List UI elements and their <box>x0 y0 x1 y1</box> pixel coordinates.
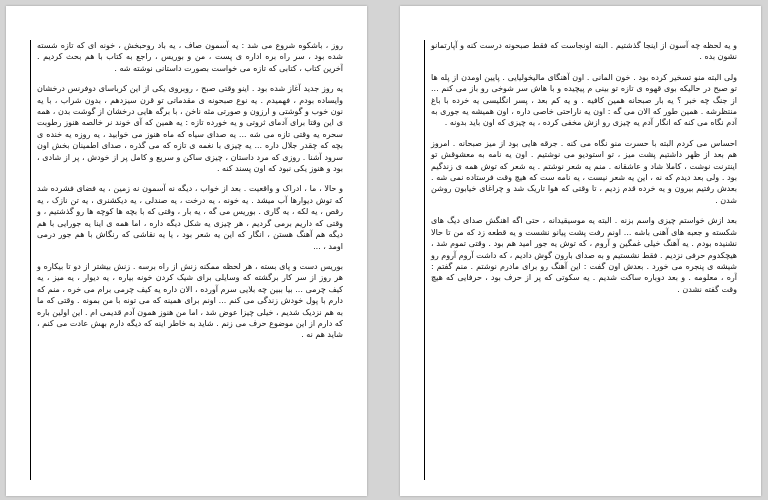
page-content <box>30 40 343 480</box>
paragraph: و یه لحظه چه آسون از اینجا گذشتیم . البته اونجاست که فقط صبحونه درست کنه و آپارتمانو نشون بده . <box>431 41 737 62</box>
paragraph: بوریس دست و پای بسته ، هر لحظه ممکنه زنش از راه برسه . زنش بیشتر از دو تا بیکاره و هر روز از سر کار برگشته که وسایلی برای شیک کردن خونه بیاره ، یه دیوار ، یه میز ، یه کیف چرمی ... بیا ببین چه بلایی سرم آورده ، الان داره یه کیف چرمی برام می خره ، منم که دارم با پول خودش زندگی می کنم ... اونم برای همینه که می تونه با من بمونه . وقتی که ما به هم نزدیک شدیم ، خیلی چیزا عوض شد ، اما من هنوز همون آدم قدیمی ام . این اولین باره که دارم از این موضوع حرف می زنم . شاید به خاطر اینه که دیگه دارم بهش عادت می کنم ، شاید هم نه . <box>37 261 343 340</box>
paragraph: روز ، باشکوه شروع می شد : یه آسمون صاف ، یه باد روحبخش ، خونه ای که تازه شسته شده بود ، سر راه بره اداره ی پست ، من و بوریس ، راجع به کتاب با هم بحث کردیم . آخرین کتاب ، کتابی که تازه می خواست بصورت داستانی نوشته شه . <box>37 41 343 73</box>
document-page-right <box>400 6 761 496</box>
paragraph: و حالا ، ما ، ادراک و واقعیت . بعد از خواب ، دیگه نه آسمون نه زمین ، یه فضای فشرده شد که توش دیوارها آب میشد . یه خونه ، یه درخت ، یه صندلی ، یه دیکشنری ، یه تن نازک ، یه رقص ، یه لکه ، یه گاری . بوریس می گه ، یه بار ، وقتی که با بچه ها کوچه ها رو گذشتیم ، و وقتی که داریم برمی گردیم ، هر چیزی یه شکل دیگه داره ، اما همه ی اینا یه جورایی با هم دیگه هم آهنگ هستن ، انگار که این یه شعر بود ، یا یه نقاشی که رنگاش با هم جور درمی اومد ، ... <box>37 184 343 251</box>
page-content <box>424 40 737 480</box>
paragraph: احساس می کردم البته با حسرت منو نگاه می کنه . جرقه هایی بود از میز صبحانه . امروز هم بعد از ظهر داشتیم پشت میز ، تو استودیو می نوشتیم . اون یه نامه به معشوقش تو اینترنت نوشت ، کاملا شاد و عاشقانه . منم یه شعر نوشتم . یه شعر که توش همه ی زندگیم بود . ولی بعد دیدم که نه ، این یه شعر نیست ، یه نامه ست که هیچ وقت فرستاده نمی شه . بعدش رفتیم بیرون و یه خرده قدم زدیم ، تا وقتی که هوا تاریک شد و چراغای خیابون روشن شدن . <box>431 138 737 205</box>
document-page-left <box>6 6 367 496</box>
paragraph: ولی البته منو تسخیر کرده بود . خون المانی . اون آهنگای مالیخولیایی . پایین اومدن از پله ها تو صبح در حالیکه بوی قهوه ی تازه تو بینی م پیچیده و با هاش سر شوخی رو باز می کنم ... از جنگ چه خبر ؟ یه بار صبحانه همین کافیه . و یه کم بعد ، پسر انگلیسی یه خرده با باغ منتظرشه . همین طور که الان می گه : اون یه ناراحتی خاصی داره ، اون همیشه یه جوری به آدم نگاه می کنه که انگار آدم یه چیزی رو ازش مخفی کرده ، یه چیزی که اون باید بدونه . <box>431 72 737 128</box>
paragraph: بعد ازش خواستم چیزی واسم بزنه . البته یه موسیقیدانه ، حتی اگه اهنگش صدای دیگ های شکسته و جعبه های آهنی باشه ... اونم رفت پشت پیانو نشست و یه قطعه زد که من تا حالا نشنیده بودم . یه آهنگ خیلی غمگین و آروم ، که توش یه جور امید هم بود . وقتی تموم شد ، هیچکدوم حرفی نزدیم . فقط نشستیم و به صدای بارون گوش دادیم ، که داشت آروم آروم رو شیشه ی پنجره می خورد . بعدش اون گفت : این آهنگ رو برای مادرم نوشتم . منم گفتم : آره ، معلومه . و بعد دوباره ساکت شدیم . یه سکوتی که پر از حرف بود ، حرفایی که هیچ وقت گفته نشدن . <box>430 216 737 294</box>
paragraph: یه روز جدید آغاز شده بود . اینو وقتی صبح ، روبروی یکی از این کرباسای دوفرنس درخشان وایساده بودم ، فهمیدم . یه نوع صبحونه ی مقدماتی تو قرن سیزدهم ، بدون شراب ، با یه نون خوب و گوشتی و ارزون و صورتی مثه ناخن ، با برگه هایی درخشان از گوشت بدن ، همه ی این وقتا برای آدمای ثروتی و یه خورده تازه : یه همین که آی خوند نر خالصه هنوز رطوبت سحره یه وقتی تازه می شه ... یه صدای سیاه که ماه هنوز می خوابید ، یه روزه یه خنده ی بچه که چقدر جلال داره ... یه چیزی با نغمه ی تازه که می گذره ، صدای اطمینان بخش اون سرود آشنا . روزی که مرد داستان ، چیزی ساکن و سریع و کامل پر از خودش ، پر از شادی ، بود و هنوز یکی نبود که اون پسند کنه . <box>37 84 343 174</box>
